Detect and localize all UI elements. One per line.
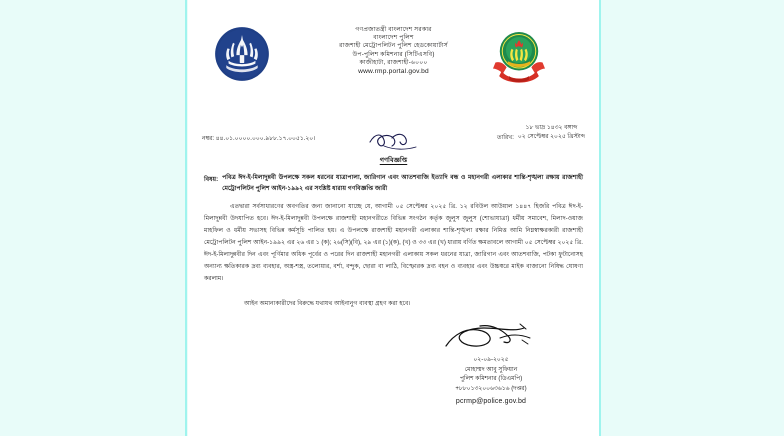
signature-block	[188, 320, 599, 412]
document-page	[188, 0, 599, 436]
subject-text: পবিত্র ঈদ-ই-মিলাদুন্নবী উপলক্ষে সকল ধরনের যাত্রাপালা, জারিগান এবং আতশবাজি ইত্যাদি বন্ধ ও মহানগরী এলাকার শান্তি-শৃঙ্খলা রক্ষায় রাজশাহী মেট্রোপলিটন পুলিশ আইন-১৯৯২ এর সংশ্লিষ্ট ধারায় গণবিজ্ঞপ্তি জারী	[222, 174, 583, 192]
org-website: www.rmp.portal.gov.bd	[358, 67, 429, 75]
memo-handwritten-mark	[366, 126, 426, 152]
handwritten-signature	[440, 322, 536, 356]
date-bangla: ১৮ ভাদ্র ১৪৩২ বঙ্গাব্দ	[525, 125, 578, 131]
signatory-name: মোহাম্মদ আবু সুফিয়ান	[464, 366, 518, 373]
closing-paragraph: আইন অমান্যকারীদের বিরুদ্ধে যথাযথ আইনানুগ ব্যবস্থা গ্রহণ করা হবে।	[244, 300, 411, 308]
page-left-rule	[185, 0, 187, 436]
date-block	[497, 124, 585, 143]
signatory-email: pcrmp@police.gov.bd	[455, 398, 527, 406]
signatory-designation: পুলিশ কমিশনার (ডিএমপি)	[459, 376, 523, 383]
bangladesh-police-logo	[488, 24, 550, 91]
org-line-2: রাজশাহী মেট্রোপলিটন পুলিশ হেডকোয়ার্টার্স	[339, 42, 448, 50]
date-gregorian: ০২ সেপ্টেম্বর ২০২৫ খ্রিস্টাব্দ	[517, 133, 585, 140]
page-right-rule	[599, 0, 601, 436]
notice-body	[204, 201, 583, 284]
org-line-1: বাংলাদেশ পুলিশ	[373, 34, 414, 42]
memo-value: ৪৪.০১.০০০০.০০০.৯৮৮.১৭.০০৫১.২০।	[215, 136, 316, 142]
org-line-3: উপ-পুলিশ কমিশনার (সিটিএসবি)	[352, 50, 435, 58]
page-title: গণবিজ্ঞপ্তি	[379, 157, 408, 164]
letterhead	[188, 26, 599, 110]
org-line-4: কাজীহাটা, রাজশাহী-৬০০০	[359, 58, 428, 66]
signatory-details	[416, 356, 566, 408]
date-values	[518, 124, 585, 141]
body-paragraph: এতদ্বারা সর্বসাধারণের অবগতির জন্য জানানো যাচ্ছে যে, আগামী ০৫ সেপ্টেম্বর ২০২৫ খ্রি. ১২ রবিউল আউয়াল ১৪৪৭ হিজরি পবিত্র ঈদ-ই-মিলাদুন্নবী উদযাপিত হবে। ঈদ-ই-মিলাদুন্নবী উপলক্ষে রাজশাহী মহানগরীতে বিভিন্ন সংগঠন কর্তৃক জুলুস জুলুস (শোভাযাত্রা) ধর্মীয় সমাবেশ, মিলাদ-ওয়াজ মাহফিল ও ধর্মীয় সভাসহ বিভিন্ন কর্মসূচি পালিত হয়। এ উপলক্ষে রাজশাহী মহানগরী এলাকার শান্তি-শৃঙ্খলা রক্ষার নিমিত্ত আমি নিম্নস্বাক্ষরকারী রাজশাহী মেট্রোপলিটন পুলিশ আইন-১৯৯২ এর ২৬ এর ১ (ক); ২৬(সি)(বি), ২৯ এর (১)(ক), (খ) ও ৩৩ এর (খ) ধারায় বর্ণিত ক্ষমতাবলে আগামী ০৫ সেপ্টেম্বর ২০২৫ খ্রি. ঈদ-ই-মিলাদুন্নবীর দিন এবং পূর্ণিমার অধিক পূর্বের ও পরের দিন রাজশাহী মহানগরী এলাকায় সকল ধরনের যাত্রা, জারিগান এবং আতশবাজি, পটকা ফুটানোসহ অন্যান্য ক্ষতিকারক দ্রব্য ব্যবহার, অস্ত্র-শস্ত্র, তলোয়ার, বর্শা, বন্দুক, ছোরা বা লাঠি, বিস্ফোরক দ্রব্য বহন ও ব্যবহার এবং উচ্চস্বরে মাইক বাজানো নিষিদ্ধ ঘোষণা করলাম।	[204, 203, 583, 282]
date-label: তারিখ:	[497, 135, 514, 141]
memo-date-row	[188, 124, 599, 150]
org-line-0: গণপ্রজাতন্ত্রী বাংলাদেশ সরকার	[355, 26, 432, 33]
bangladesh-government-emblem	[214, 26, 270, 87]
signatory-phone: +৮৮০১৩২০০৬৩৬১৬ (দপ্তর)	[455, 386, 527, 393]
memo-label: নম্বর:	[202, 136, 215, 142]
subject-label: বিষয়:	[204, 175, 219, 183]
subject-line	[204, 173, 583, 194]
memo-number	[202, 133, 315, 144]
signature-date: ০২-০৯-২০২৫	[473, 357, 509, 364]
